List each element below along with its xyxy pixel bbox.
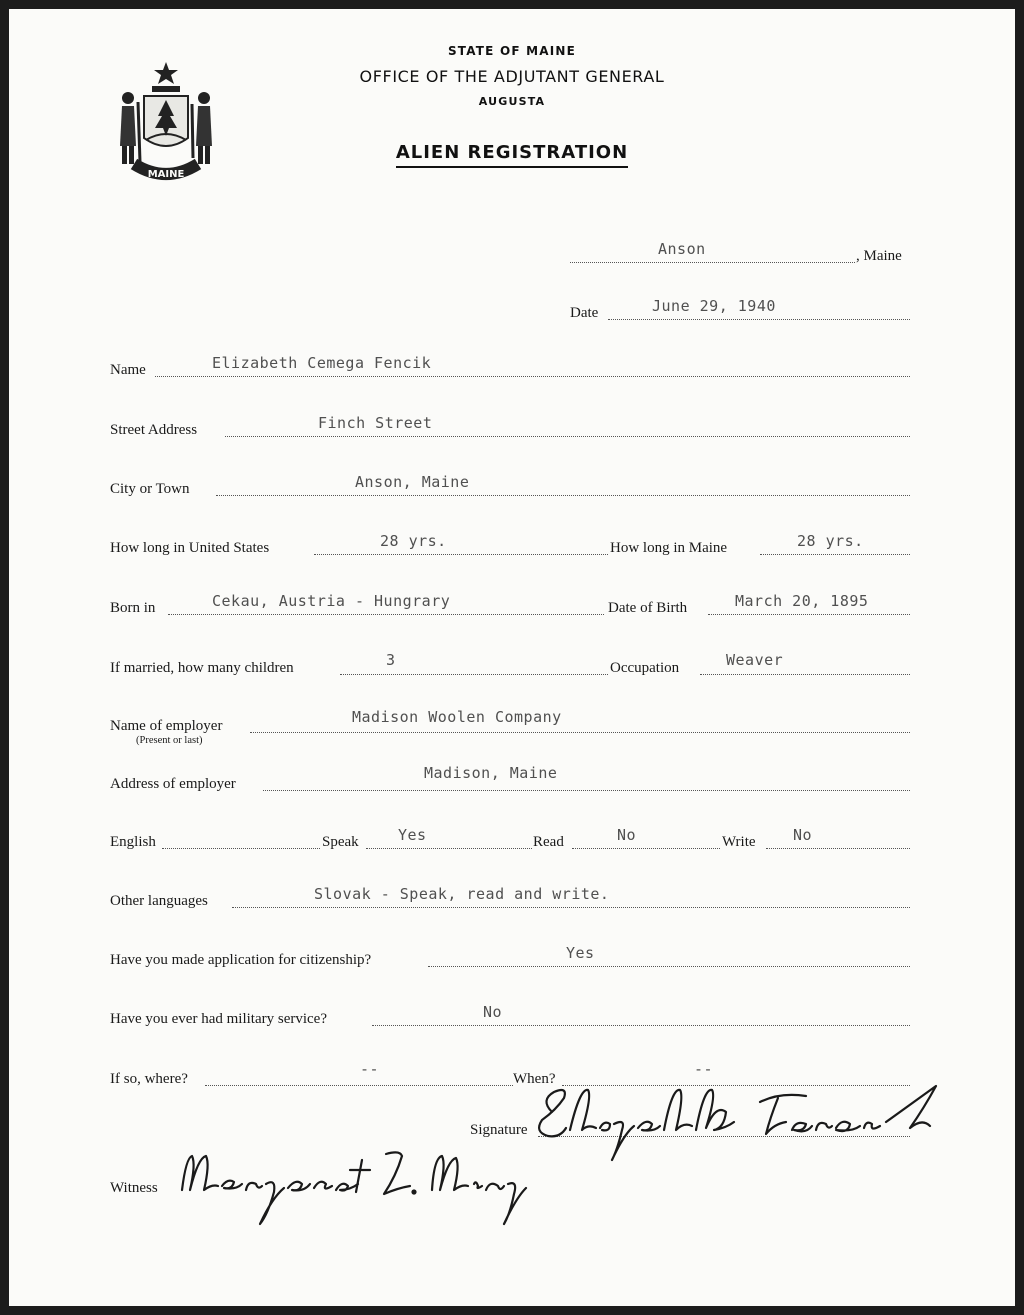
military-line bbox=[372, 1025, 910, 1026]
maine-years-line bbox=[760, 554, 910, 555]
name-label: Name bbox=[110, 362, 146, 378]
occupation-label: Occupation bbox=[610, 660, 680, 676]
dob-value: March 20, 1895 bbox=[735, 592, 869, 610]
us-years-value: 28 yrs. bbox=[380, 532, 447, 550]
occupation-value: Weaver bbox=[726, 651, 784, 669]
date-line bbox=[608, 319, 910, 320]
occupation-line bbox=[700, 674, 910, 675]
employer-address-line bbox=[263, 790, 910, 791]
born-in-label: Born in bbox=[110, 600, 156, 616]
where-line bbox=[205, 1085, 513, 1086]
other-languages-value: Slovak - Speak, read and write. bbox=[314, 885, 610, 903]
city-line bbox=[216, 495, 910, 496]
state-heading: STATE OF MAINE bbox=[447, 44, 577, 58]
speak-label: Speak bbox=[322, 834, 359, 850]
city-label: City or Town bbox=[110, 481, 190, 497]
office-heading: OFFICE OF THE ADJUTANT GENERAL bbox=[359, 67, 665, 86]
english-label: English bbox=[110, 834, 156, 850]
where-label: If so, where? bbox=[110, 1071, 188, 1087]
dob-label: Date of Birth bbox=[608, 600, 688, 616]
citizenship-line bbox=[428, 966, 910, 967]
read-label: Read bbox=[533, 834, 564, 850]
other-languages-line bbox=[232, 907, 910, 908]
svg-text:MAINE: MAINE bbox=[147, 169, 185, 180]
citizenship-value: Yes bbox=[566, 944, 595, 962]
employer-address-value: Madison, Maine bbox=[424, 764, 558, 782]
town-suffix: , Maine bbox=[856, 248, 902, 264]
employer-line bbox=[250, 732, 910, 733]
military-value: No bbox=[483, 1003, 503, 1021]
children-label: If married, how many children bbox=[110, 660, 294, 676]
where-value: -- bbox=[360, 1060, 380, 1078]
employer-address-label: Address of employer bbox=[110, 776, 236, 792]
military-label: Have you ever had military service? bbox=[110, 1011, 327, 1027]
speak-value: Yes bbox=[398, 826, 427, 844]
town-line bbox=[570, 262, 855, 263]
read-value: No bbox=[617, 826, 637, 844]
date-value: June 29, 1940 bbox=[652, 297, 776, 315]
citizenship-label: Have you made application for citizenship? bbox=[110, 952, 372, 968]
read-line bbox=[572, 848, 720, 849]
witness-signature bbox=[170, 1140, 530, 1230]
maine-years-label: How long in Maine bbox=[610, 540, 728, 556]
form-title: ALIEN REGISTRATION bbox=[396, 142, 628, 168]
us-years-label: How long in United States bbox=[110, 540, 270, 556]
when-value: -- bbox=[694, 1060, 714, 1078]
dob-line bbox=[708, 614, 910, 615]
name-line bbox=[155, 376, 910, 377]
name-value: Elizabeth Cemega Fencik bbox=[212, 354, 432, 372]
city-value: Anson, Maine bbox=[355, 473, 470, 491]
signature-label: Signature bbox=[470, 1122, 528, 1138]
street-value: Finch Street bbox=[318, 414, 433, 432]
street-label: Street Address bbox=[110, 422, 198, 438]
employer-label: Name of employer bbox=[110, 718, 223, 734]
other-languages-label: Other languages bbox=[110, 893, 208, 909]
date-label: Date bbox=[570, 305, 599, 321]
applicant-signature bbox=[530, 1078, 950, 1164]
children-line bbox=[340, 674, 608, 675]
write-line bbox=[766, 848, 910, 849]
street-line bbox=[225, 436, 910, 437]
employer-note: (Present or last) bbox=[136, 735, 203, 746]
english-line bbox=[162, 848, 320, 849]
us-years-line bbox=[314, 554, 608, 555]
born-in-value: Cekau, Austria - Hungrary bbox=[212, 592, 451, 610]
born-in-line bbox=[168, 614, 604, 615]
maine-years-value: 28 yrs. bbox=[797, 532, 864, 550]
town-value: Anson bbox=[658, 240, 706, 258]
speak-line bbox=[366, 848, 532, 849]
when-label: When? bbox=[513, 1071, 556, 1087]
employer-value: Madison Woolen Company bbox=[352, 708, 562, 726]
children-value: 3 bbox=[386, 651, 396, 669]
city-heading: AUGUSTA bbox=[478, 95, 546, 108]
witness-label: Witness bbox=[110, 1180, 158, 1196]
write-label: Write bbox=[722, 834, 756, 850]
write-value: No bbox=[793, 826, 813, 844]
